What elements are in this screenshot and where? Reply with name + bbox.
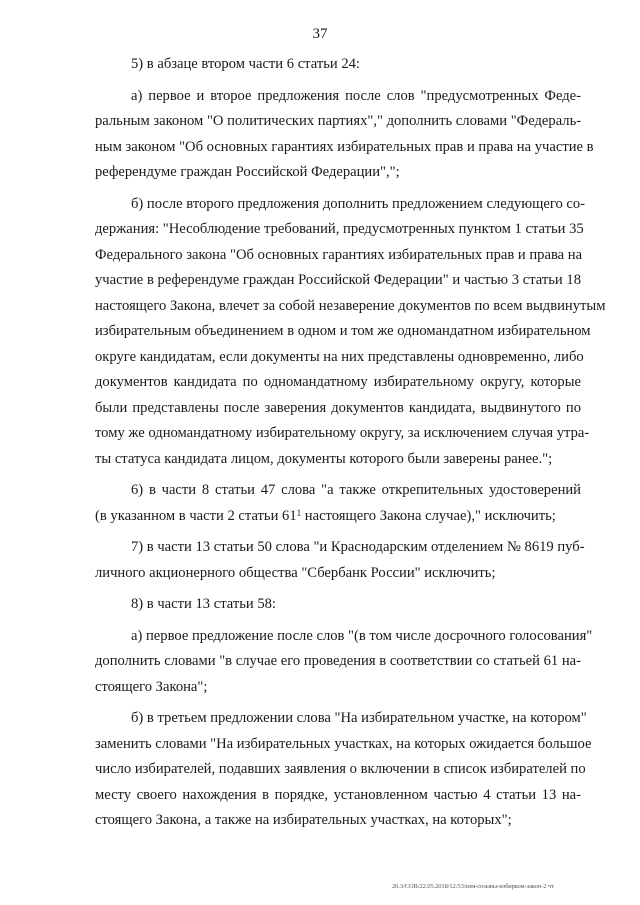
text-line: настоящего Закона, влечет за собой незаверение документов по всем выдвинутым [95,297,606,314]
text-line: число избирателей, подавших заявления о включении в список избирателей по [95,761,586,777]
text-line: б) после второго предложения дополнить предложением следующего со- [131,195,586,212]
text-line: б) в третьем предложении слова "На избирательном участке, на котором" [131,710,587,726]
text-line: тому же одномандатному избирательному округу, за исключением случая утра- [95,425,590,441]
text-line: заменить словами "На избирательных участках, на которых ожидается большое [95,735,592,752]
text-line: держания: "Несоблюдение требований, предусмотренных пунктом 1 статьи 35 [95,221,584,237]
text-line: а) первое предложение после слов "(в том числе досрочного голосования" [131,627,593,644]
superscript: 1 [296,507,302,518]
footer-note: 20.3/СОВ/22.05.2018/12:53/изм-созывы-избирком-закон-2 чт [392,883,554,890]
text-line: стоящего Закона, а также на избирательных участках, на которых"; [95,812,512,828]
page-number: 37 [312,26,328,42]
text-line: 6) в части 8 статьи 47 слова "а также открепительных удостоверений [131,482,581,498]
text-line: 8) в части 13 статьи 58: [131,596,276,612]
text-line: были представлены после заверения документов кандидата, выдвинутого по [95,399,581,416]
text-line: месту своего нахождения в порядке, установленном частью 4 статьи 13 на- [95,786,581,803]
text-line: ты статуса кандидата лицом, документы которого были заверены ранее."; [95,450,553,467]
text-line: Федерального закона "Об основных гарантиях избирательных прав и права на [95,246,583,263]
document-body [95,52,606,834]
text-fragment: (в указанном в части 2 статьи 61 [95,507,297,524]
text-line [95,504,581,530]
text-line: ральным законом "О политических партиях"," дополнить словами "Федераль- [95,113,582,129]
text-line: документов кандидата по одномандатному избирательному округу, которые [95,374,581,390]
text-line: округе кандидатам, если документы на них представлены одновременно, либо [95,348,584,365]
text-line: 5) в абзаце втором части 6 статьи 24: [131,56,360,72]
text-line: дополнить словами "в случае его проведения в соответствии со статьей 61 на- [95,653,581,669]
text-line: а) первое и второе предложения после слов "предусмотренных Феде- [131,87,581,104]
text-line: ным законом "Об основных гарантиях избирательных прав и права на участие в [95,138,594,155]
text-line: стоящего Закона"; [95,678,208,695]
text-line: участие в референдуме граждан Российской Федерации" и частью 3 статьи 18 [95,272,581,288]
text-line: избирательным объединением в одном и том же одномандатном избирательном [95,323,591,339]
text-line: референдуме граждан Российской Федерации","; [95,164,400,180]
text-line: личного акционерного общества "Сбербанк России" исключить; [95,564,496,581]
text-line: 7) в части 13 статьи 50 слова "и Краснодарским отделением № 8619 пуб- [131,539,585,555]
text-fragment: настоящего Закона случае)," исключить; [301,507,556,524]
